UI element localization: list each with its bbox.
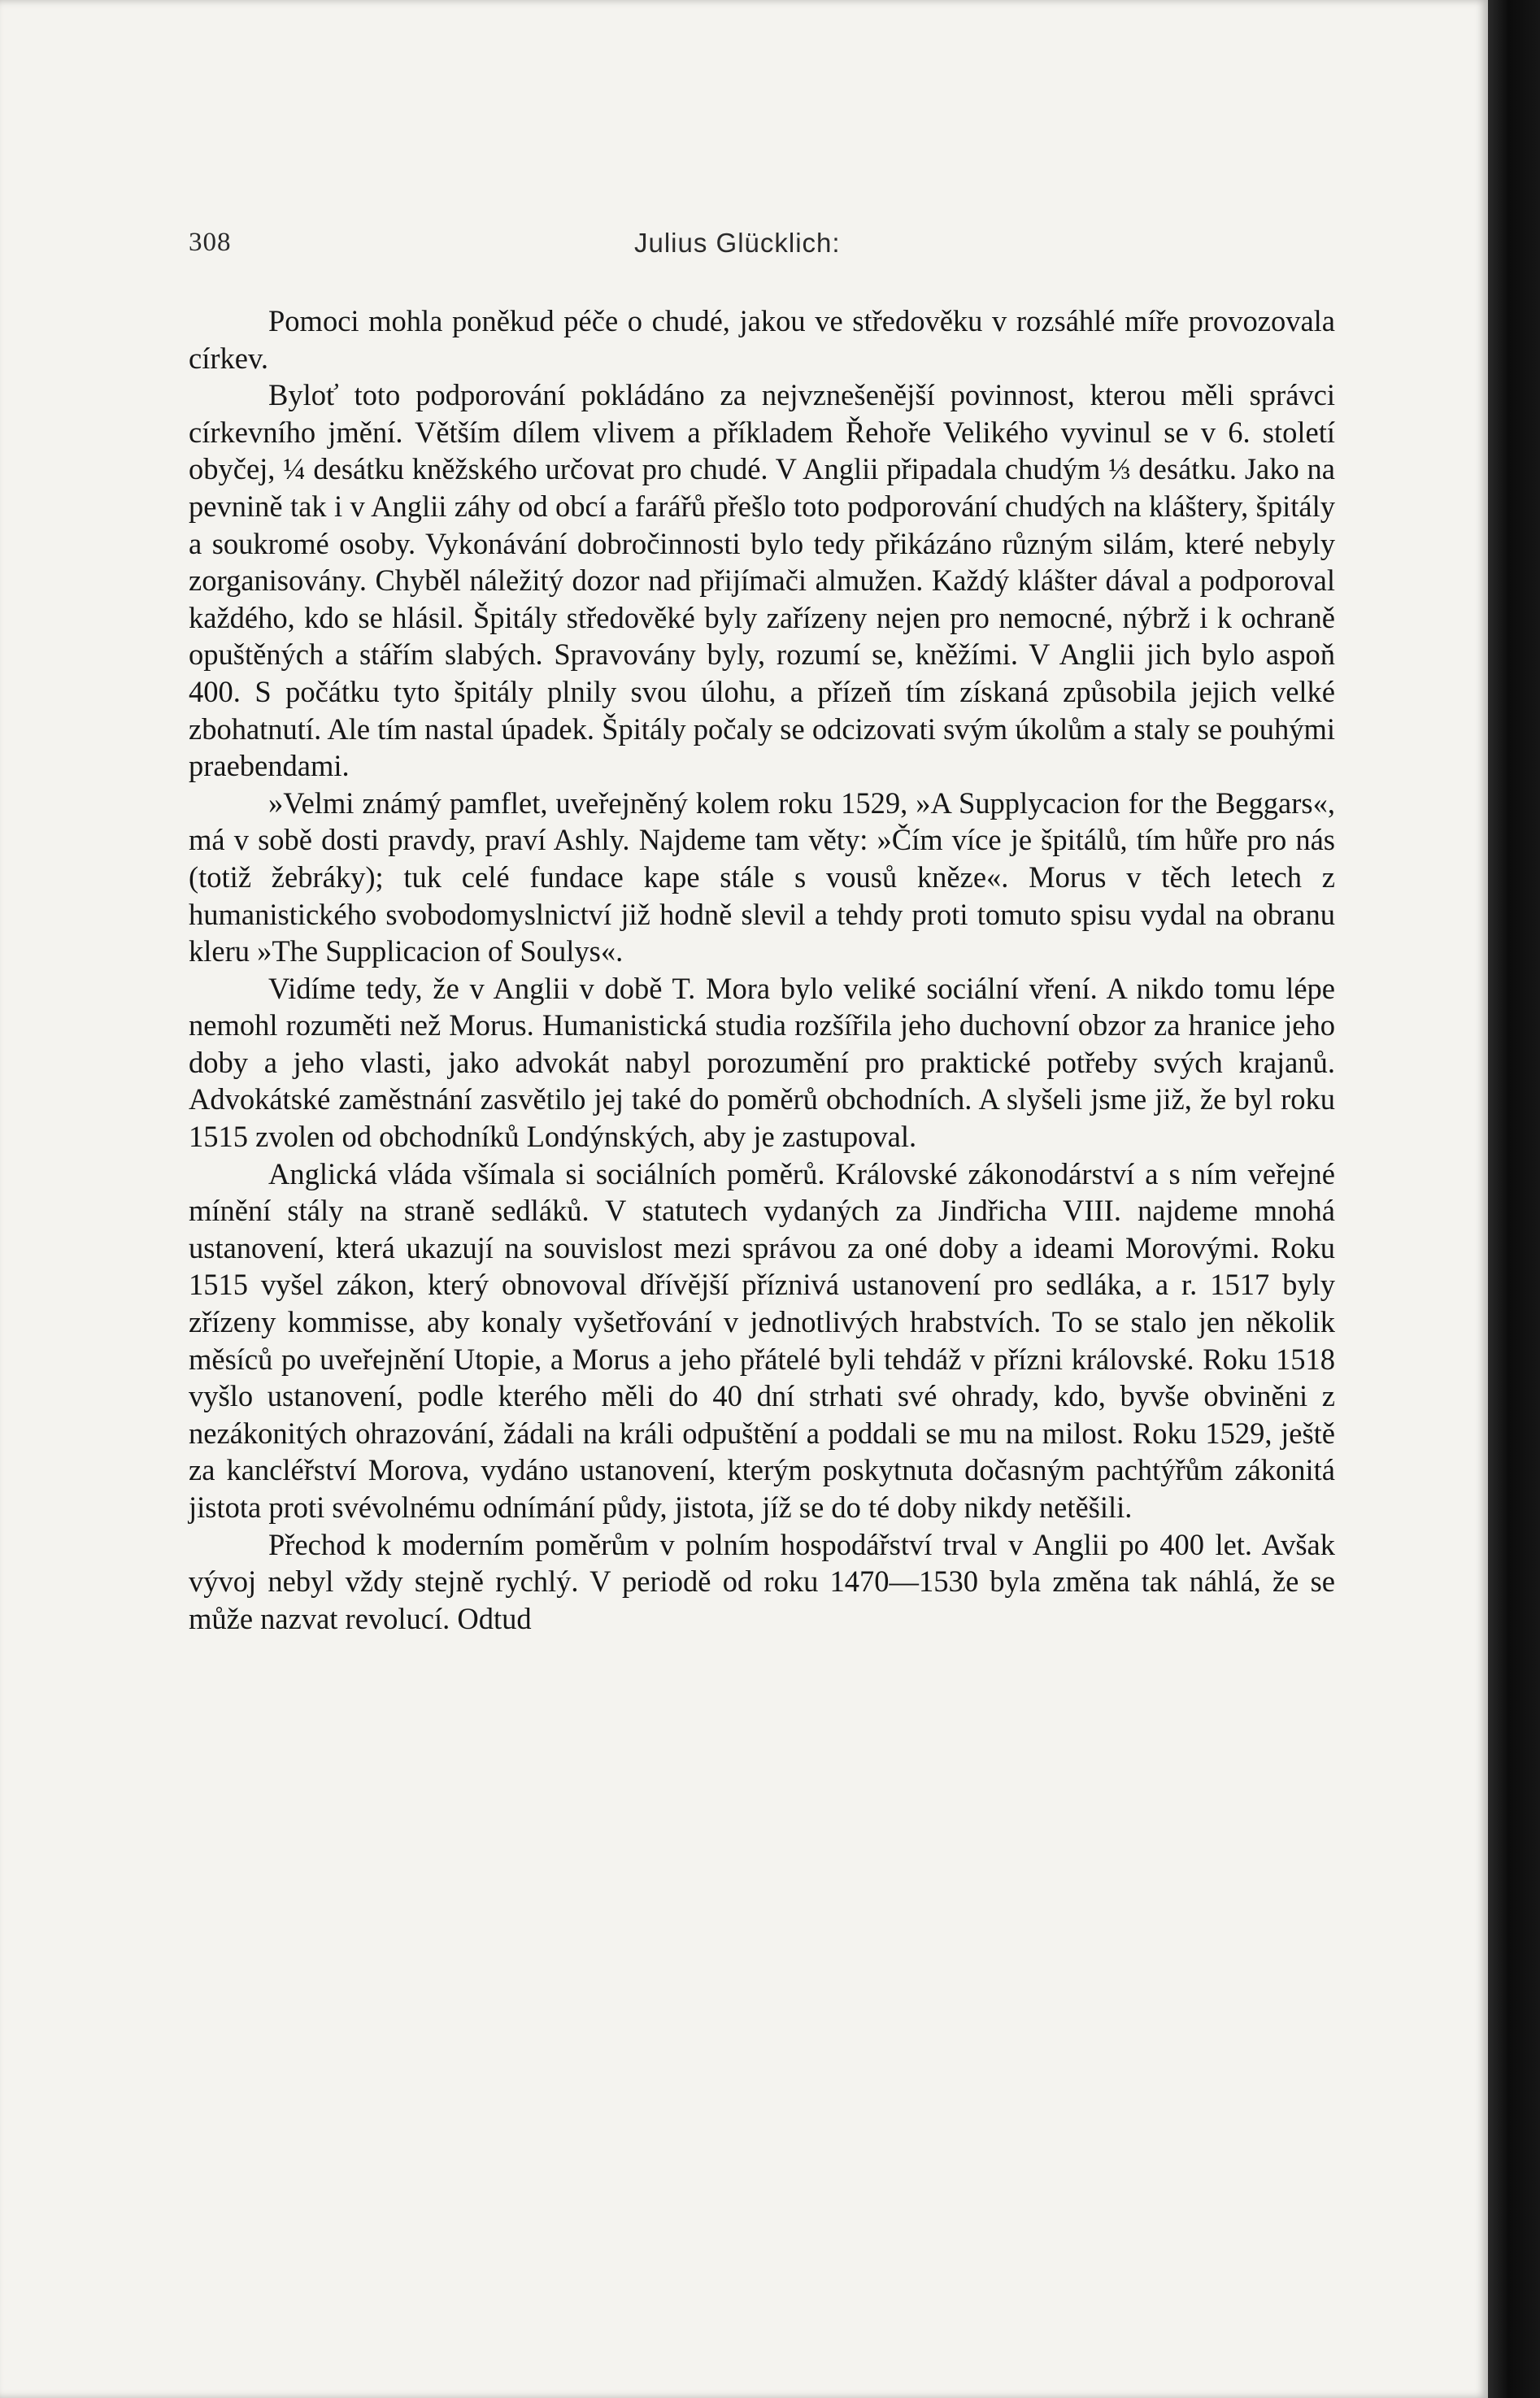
scan-dark-edge	[1488, 0, 1540, 2398]
paragraph: Pomoci mohla poněkud péče o chudé, jakou ve středověku v rozsáhlé míře provozovala církev.	[189, 304, 1335, 375]
paragraph: Anglická vláda všímala si sociálních poměrů. Královské zákonodárství a s ním veřejné mínění stály na straně sedláků. V statutech vydaných za Jindřicha VIII. najdeme mnohá ustanovení, která ukazují na souvislost mezi správou za oné doby a ideami Morovými. Roku 1515 vyšel zákon, který obnovoval dřívější příznivá ustanovení pro sedláka, a r. 1517 byly zřízeny kommisse, aby konaly vyšetřování v jednotlivých hrabstvích. To se stalo jen několik měsíců po uveřejnění Utopie, a Morus a jeho přátelé byli tehdáž v přízni královské. Roku 1518 vyšlo ustanovení, podle kterého měli do 40 dní strhati své ohrady, kdo, byvše obviněni z nezákonitých ohrazování, žádali na králi odpuštění a poddali se mu na milost. Roku 1529, ještě za kancléřství Morova, vydáno ustanovení, kterým poskytnuta dočasným pachtýřům zákonitá jistota proti svévolnému odnímání půdy, jistota, jíž se do té doby nikdy netěšili.	[189, 1156, 1335, 1524]
running-head: Julius Glücklich:	[634, 228, 841, 258]
page-header	[0, 228, 1488, 268]
paragraph: Vidíme tedy, že v Anglii v době T. Mora bylo veliké sociální vření. A nikdo tomu lépe nemohl rozuměti než Morus. Humanistická studia rozšířila jeho duchovní obzor za hranice jeho doby a jeho vlasti, jako advokát nabyl porozumění pro praktické potřeby svých krajanů. Advokátské zaměstnání zasvětilo jej také do poměrů obchodních. A slyšeli jsme již, že byl roku 1515 zvolen od obchodníků Londýnských, aby je zastupoval.	[189, 971, 1335, 1154]
paragraph: Byloť toto podporování pokládáno za nejvznešenější povinnost, kterou měli správci církevního jmění. Větším dílem vlivem a příkladem Řehoře Velikého vyvinul se v 6. století obyčej, ¼ desátku kněžského určovat pro chudé. V Anglii připadala chudým ⅓ desátku. Jako na pevnině tak i v Anglii záhy od obcí a farářů přešlo toto podporování chudých na kláštery, špitály a soukromé osoby. Vykonávání dobročinnosti bylo tedy přikázáno různým silám, které nebyly zorganisovány. Chyběl náležitý dozor nad přijímači almužen. Každý klášter dával a podporoval každého, kdo se hlásil. Špitály středověké byly zařízeny nejen pro nemocné, nýbrž i k ochraně opuštěných a stářím slabých. Spravovány byly, rozumí se, kněžími. V Anglii jich bylo aspoň 400. S počátku tyto špitály plnily svou úlohu, a přízeň tím získaná způsobila jejich velké zbohatnutí. Ale tím nastal úpadek. Špitály počaly se odcizovati svým úkolům a staly se pouhými praebendami.	[189, 378, 1335, 783]
page-number: 308	[189, 228, 232, 257]
paragraph: Přechod k moderním poměrům v polním hospodářství trval v Anglii po 400 let. Avšak vývoj nebyl vždy stejně rychlý. V periodě od roku 1470—1530 byla změna tak náhlá, že se může nazvat revolucí. Odtud	[189, 1527, 1335, 1635]
body-text	[189, 302, 1335, 1637]
paragraph: »Velmi známý pamflet, uveřejněný kolem roku 1529, »A Supplycacion for the Beggars«, má v sobě dosti pravdy, praví Ashly. Najdeme tam věty: »Čím více je špitálů, tím hůře pro nás (totiž žebráky); tuk celé fundace kape stále s vousů kněze«. Morus v těch letech z humanistického svobodomyslnictví již hodně slevil a tehdy proti tomuto spisu vydal na obranu kleru »The Supplicacion of Soulys«.	[189, 786, 1335, 968]
